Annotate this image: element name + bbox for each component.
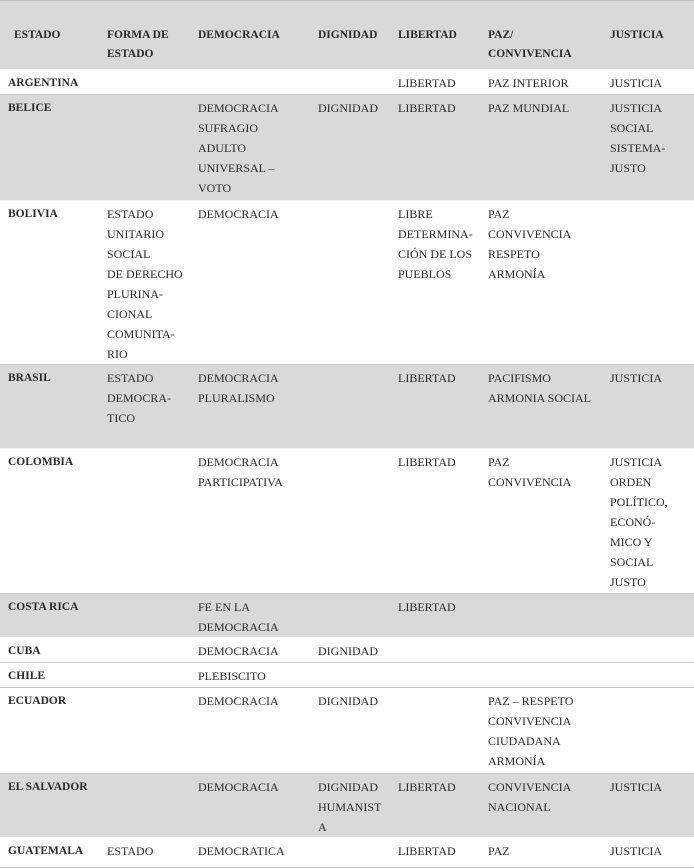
cell-dignidad: DIGNIDAD [318, 694, 378, 708]
cell-dignidad [318, 70, 398, 95]
cell-paz-convivencia: PAZ INTERIOR [488, 76, 569, 90]
cell-justicia: JUSTICIA [610, 780, 663, 794]
cell-dignidad [318, 594, 398, 638]
cell-paz-convivencia: PAZ CONVIVENCIA RESPETO ARMONÍA [488, 207, 572, 281]
cell-libertad: LIBERTAD [398, 844, 456, 858]
col-header-paz-convivencia: PAZ/ CONVIVENCIA [488, 29, 572, 60]
cell-dignidad [318, 201, 398, 365]
table-row [0, 70, 694, 95]
cell-justicia: JUSTICIA [610, 844, 663, 858]
cell-estado: BOLIVIA [8, 208, 58, 220]
cell-paz-convivencia: PACIFISMO ARMONIA SOCIAL [488, 371, 592, 405]
table-row [0, 663, 694, 688]
cell-dignidad [318, 663, 398, 688]
col-header-democracia: DEMOCRACIA [198, 29, 280, 41]
cell-estado: BRASIL [8, 372, 51, 384]
cell-democracia: FE EN LA DEMOCRACIA [198, 600, 279, 634]
cell-estado: COLOMBIA [8, 456, 74, 468]
cell-paz-convivencia [488, 594, 610, 638]
cell-democracia: DEMOCRACIA [198, 644, 279, 658]
cell-justicia [610, 663, 694, 688]
cell-forma-de-estado: ESTADO UNITARIO SOCIAL DE DERECHO PLURINA- CIONAL COMUNITA- RIO [107, 207, 183, 361]
cell-libertad: LIBERTAD [398, 371, 456, 385]
table-body [0, 70, 694, 868]
col-header-dignidad: DIGNIDAD [318, 29, 378, 41]
cell-justicia [610, 638, 694, 663]
cell-libertad [398, 638, 488, 663]
cell-libertad: LIBERTAD [398, 455, 456, 469]
cell-libertad: LIBERTAD [398, 76, 456, 90]
cell-estado: COSTA RICA [8, 601, 79, 613]
cell-forma-de-estado [107, 70, 198, 95]
col-header-forma-de-estado: FORMA DE ESTADO [107, 29, 169, 60]
table-row [0, 95, 694, 201]
cell-democracia: DEMOCRACIA PARTICIPATIVA [198, 455, 283, 489]
table-row [0, 838, 694, 868]
cell-libertad: LIBERTAD [398, 101, 456, 115]
cell-democracia: DEMOCRACIA SUFRAGIO ADULTO UNIVERSAL – VOTO [198, 101, 279, 195]
cell-estado: BELICE [8, 102, 52, 114]
table-row [0, 638, 694, 663]
cell-libertad [398, 663, 488, 688]
col-header-justicia: JUSTICIA [610, 29, 664, 41]
table-row [0, 594, 694, 638]
col-header-estado: ESTADO [14, 29, 61, 41]
cell-estado: GUATEMALA [8, 845, 84, 857]
cell-estado: CUBA [8, 645, 41, 657]
cell-justicia [610, 688, 694, 774]
cell-justicia [610, 201, 694, 365]
cell-dignidad: DIGNIDAD [318, 644, 378, 658]
cell-libertad: LIBERTAD [398, 780, 456, 794]
cell-democracia: DEMOCRACIA [198, 780, 279, 794]
cell-forma-de-estado [107, 774, 198, 838]
cell-democracia: DEMOCRACIA [198, 694, 279, 708]
cell-paz-convivencia: PAZ CONVIVENCIA [488, 455, 572, 489]
cell-paz-convivencia [488, 663, 610, 688]
cell-paz-convivencia: PAZ MUNDIAL [488, 101, 570, 115]
cell-justicia [610, 594, 694, 638]
cell-democracia: DEMOCRATICA [198, 844, 285, 858]
cell-dignidad [318, 365, 398, 449]
cell-justicia: JUSTICIA SOCIAL SISTEMA- JUSTO [610, 101, 666, 175]
cell-libertad [398, 688, 488, 774]
cell-dignidad: DIGNIDAD [318, 101, 378, 115]
cell-paz-convivencia [488, 638, 610, 663]
cell-justicia: JUSTICIA [610, 371, 663, 385]
cell-forma-de-estado [107, 663, 198, 688]
table-row [0, 774, 694, 838]
cell-justicia: JUSTICIA ORDEN POLÍTICO, ECONÓ- MICO Y SOCIAL JUSTO [610, 455, 668, 589]
cell-libertad: LIBERTAD [398, 600, 456, 614]
cell-paz-convivencia: PAZ [488, 844, 510, 858]
cell-estado: ARGENTINA [8, 77, 79, 89]
cell-estado: ECUADOR [8, 695, 67, 707]
cell-forma-de-estado [107, 638, 198, 663]
cell-forma-de-estado: ESTADO DEMOCRA- TICO [107, 371, 172, 425]
cell-forma-de-estado [107, 449, 198, 594]
cell-democracia [198, 70, 318, 95]
cell-democracia: DEMOCRACIA PLURALISMO [198, 371, 279, 405]
table-row [0, 201, 694, 365]
cell-forma-de-estado [107, 688, 198, 774]
table-row [0, 449, 694, 594]
cell-democracia: PLEBISCITO [198, 669, 266, 683]
cell-forma-de-estado [107, 594, 198, 638]
col-header-libertad: LIBERTAD [398, 29, 457, 41]
header-row [0, 1, 694, 70]
cell-dignidad [318, 838, 398, 868]
cell-forma-de-estado [107, 95, 198, 201]
cell-estado: EL SALVADOR [8, 781, 88, 793]
cell-justicia: JUSTICIA [610, 76, 663, 90]
cell-estado: CHILE [8, 670, 46, 682]
cell-paz-convivencia: PAZ – RESPETO CONVIVENCIA CIUDADANA ARMONÍA [488, 694, 574, 768]
table-row [0, 365, 694, 449]
cell-dignidad: DIGNIDAD HUMANIST A [318, 780, 382, 834]
cell-forma-de-estado: ESTADO [107, 844, 154, 858]
cell-libertad: LIBRE DETERMINA- CIÓN DE LOS PUEBLOS [398, 207, 473, 281]
cell-democracia: DEMOCRACIA [198, 207, 279, 221]
table-row [0, 688, 694, 774]
cell-paz-convivencia: CONVIVENCIA NACIONAL [488, 780, 572, 814]
cell-dignidad [318, 449, 398, 594]
